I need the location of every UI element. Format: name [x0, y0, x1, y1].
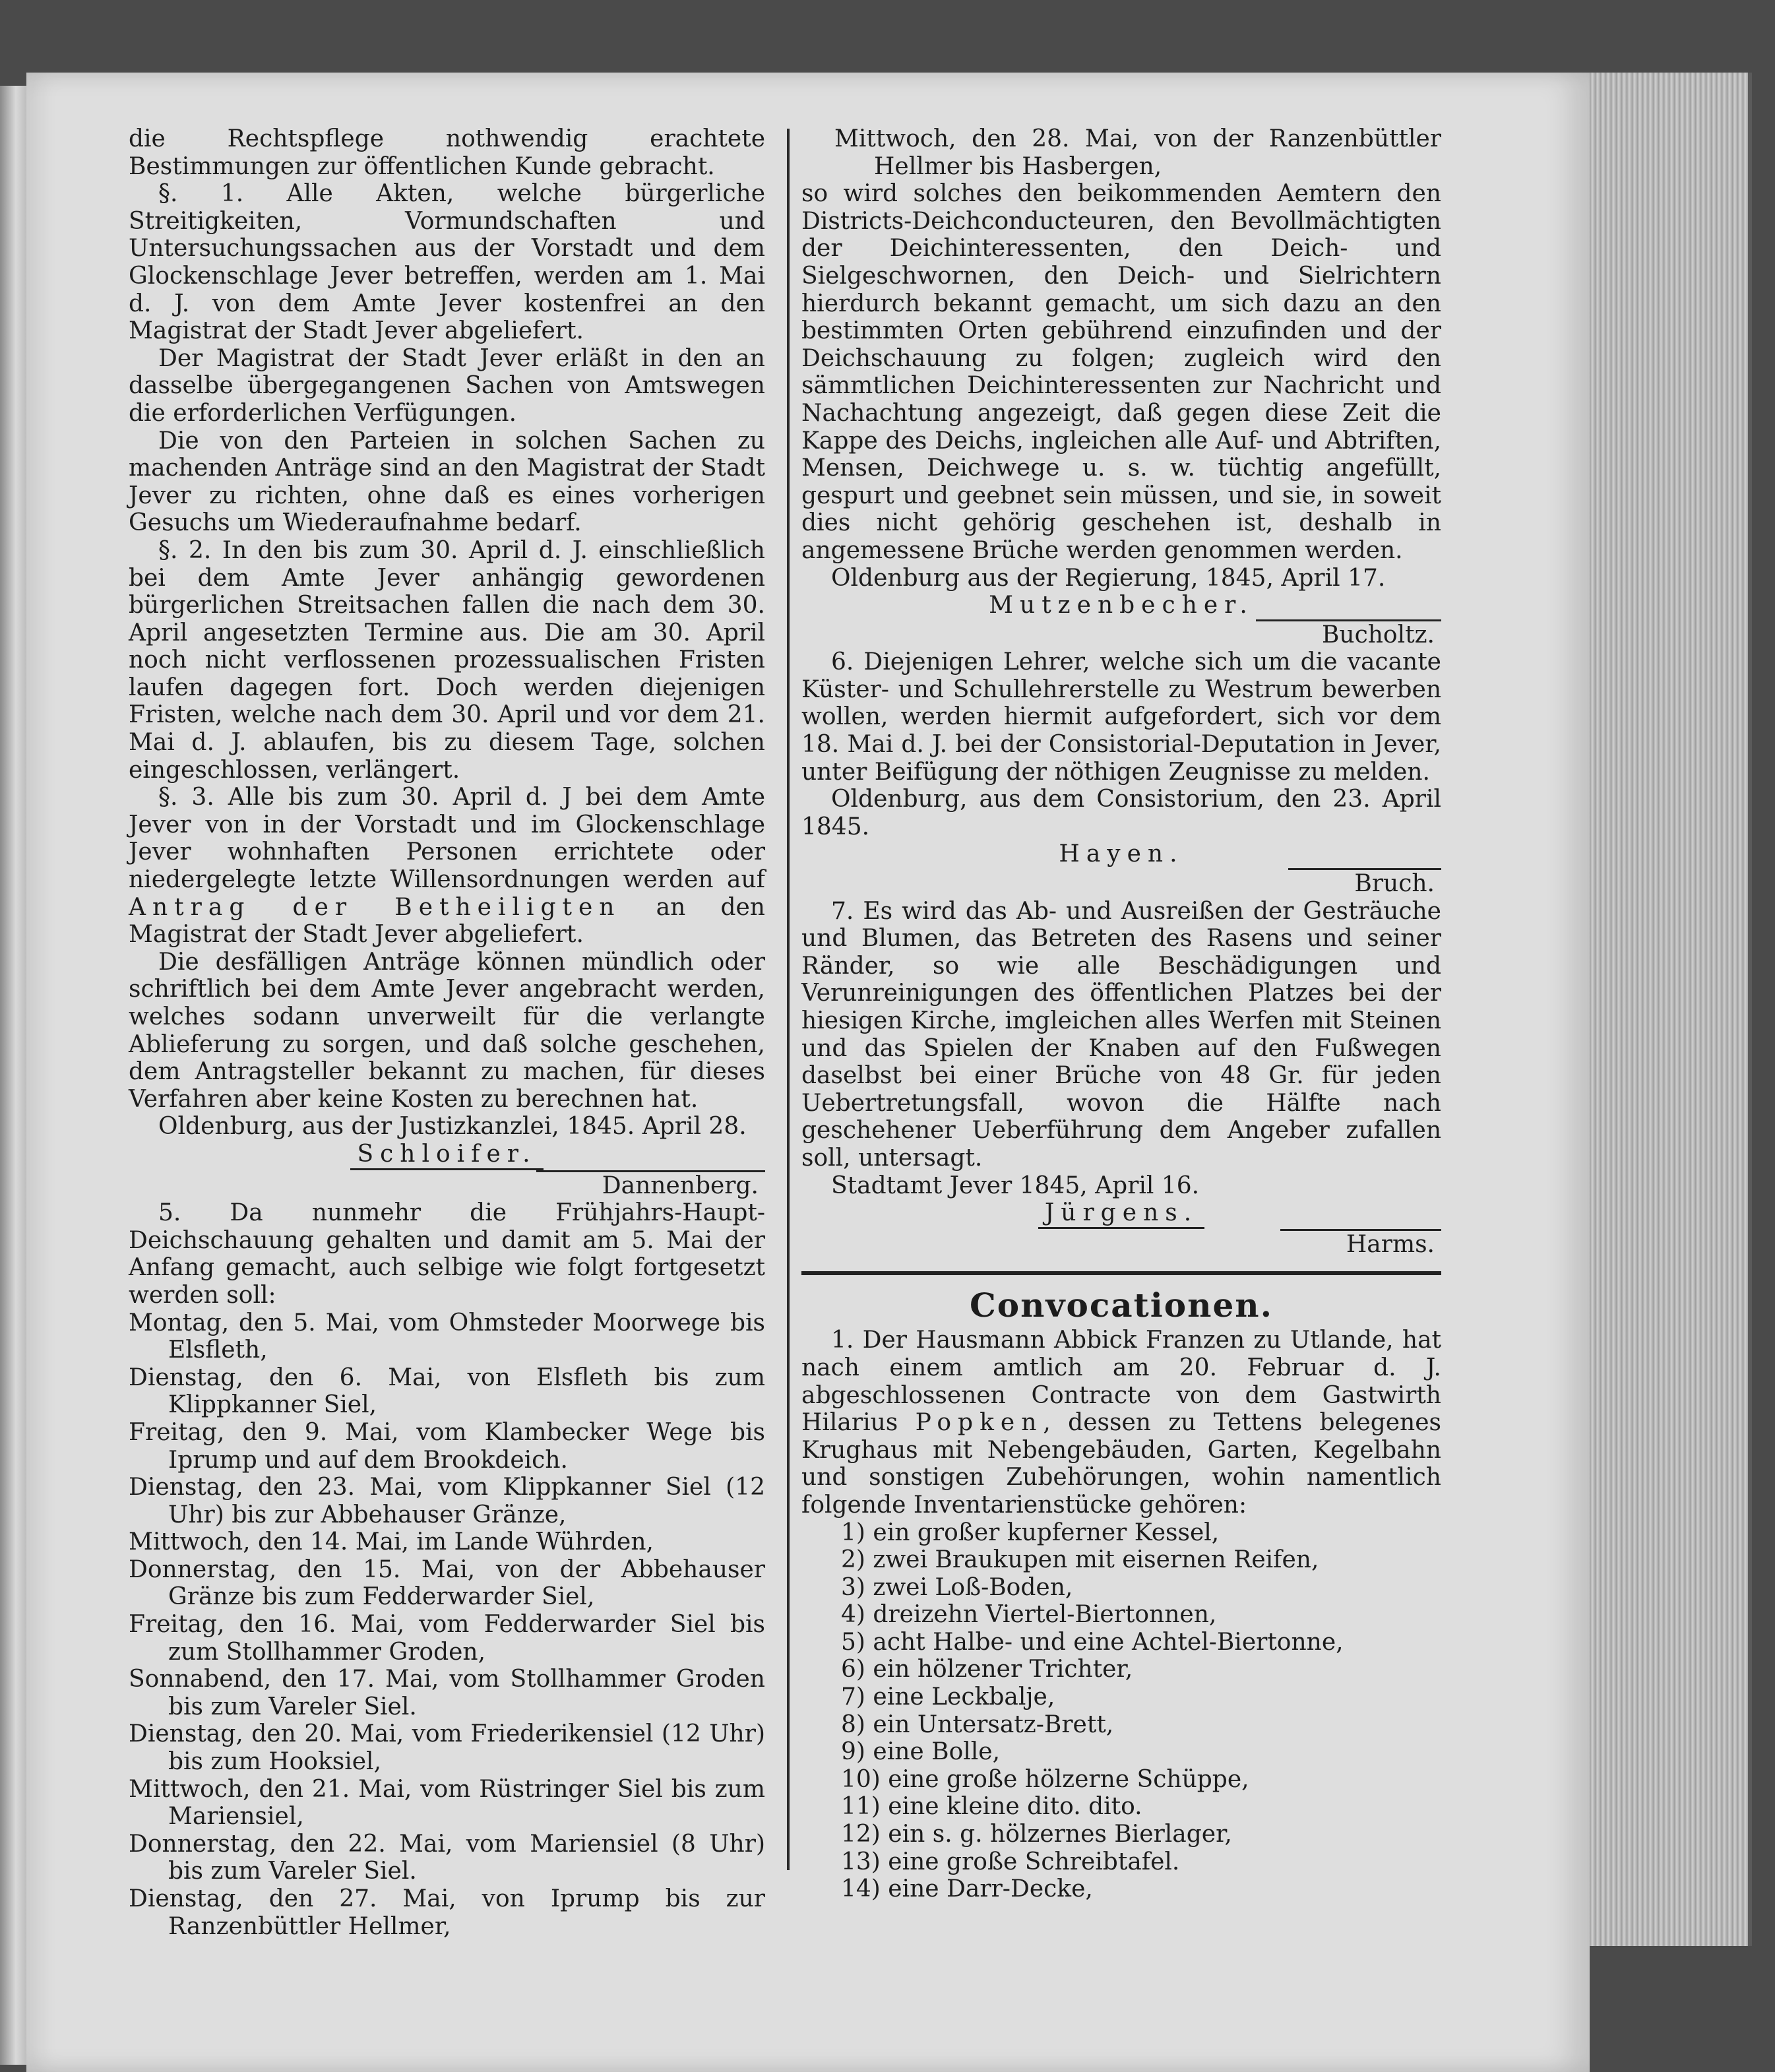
right-paragraph-4-text-a: 1. Der Hausmann Abbick Franzen zu Utlande, hat nach einem amtlich am 20. Februar d. J. abgeschlossenen Contracte von dem Gastwirth Hilarius — [801, 1327, 1441, 1437]
schedule-entry: Freitag, den 9. Mai, vom Klambecker Wege bis Iprump und auf dem Brookdeich. — [129, 1418, 765, 1474]
schedule-entry: Donnerstag, den 22. Mai, vom Mariensiel (8 Uhr) bis zum Vareler Siel. — [129, 1830, 765, 1885]
inventory-item: 8) ein Untersatz-Brett, — [841, 1711, 1114, 1738]
schedule-entry: Dienstag, den 23. Mai, vom Klippkanner Siel (12 Uhr) bis zur Abbehauser Gränze, — [129, 1474, 765, 1528]
right-signature-4 — [801, 868, 1441, 898]
signature-bruch: Bruch. — [1288, 868, 1441, 898]
inventory-item: 11) eine kleine dito. dito. — [841, 1793, 1142, 1821]
left-paragraph-3: Der Magistrat der Stadt Jever erläßt in den an dasselbe übergegangenen Sachen von Amtswegen die erforderlichen Verfügungen. — [129, 344, 765, 427]
inventory-item: 10) eine große hölzerne Schüppe, — [841, 1765, 1249, 1793]
inventory-item: 1) ein großer kupferner Kessel, — [841, 1519, 1220, 1546]
right-paragraph-4-text-c: , dessen zu Tettens belegenes Krughaus mit Nebengebäuden, Garten, Kegelbahn und sonstigen Zubehörungen, wohin namentlich folgende Inventarienstücke gehören: — [801, 1409, 1442, 1519]
left-paragraph-7: Die desfälligen Anträge können mündlich oder schriftlich bei dem Amte Jever angebracht werden, welches sodann unverweilt für die verlangte Ablieferung zu sorgen, und daß solche geschehen, dem Antragsteller bekannt zu machen, für dieses Verfahren aber keine Kosten zu berechnen hat. — [129, 948, 765, 1113]
section-rule — [801, 1271, 1441, 1275]
inventory-item: 5) acht Halbe- und eine Achtel-Biertonne, — [841, 1628, 1344, 1656]
left-paragraph-6-text-a: §. 3. Alle bis zum 30. April d. J bei dem Amte Jever von in der Vorstadt und im Glockenschlage Jever wohnhaften Personen errichtete oder niedergelegte letzte Willensordnungen werden auf — [129, 784, 765, 894]
left-paragraph-8: 5. Da nunmehr die Frühjahrs-Haupt-Deichschauung gehalten und damit am 5. Mai der Anfang gemacht, auch selbige wie folgt fortgesetzt werden soll: — [129, 1199, 765, 1309]
right-paragraph-1: so wird solches den beikommenden Aemtern den Districts-Deichconducteuren, den Bevollmächtigten der Deichinteressenten, den Deich- und Sielgeschwornen, den Deich- und Sielrichtern hierdurch bekannt gemacht, um sich dazu an den bestimmten Orten gebührend einzufinden und der Deichschauung zu folgen; zugleich wird den sämmtlichen Deichinteressenten zur Nachricht und Nachachtung angezeigt, daß gegen diese Zeit die Kappe des Deichs, ingleichen alle Auf- und Abtriften, Mensen, Deichwege u. s. w. tüchtig angefüllt, gespurt und geebnet sein müssen, und sie, in soweit dies nicht gehörig geschehen ist, deshalb in angemessene Brüche werden genommen werden. — [801, 180, 1441, 564]
left-paragraph-1: die Rechtspflege nothwendig erachtete Bestimmungen zur öffentlichen Kunde gebracht. — [129, 125, 765, 180]
inventory-item: 3) zwei Loß-Boden, — [841, 1573, 1073, 1601]
inventory-item: 4) dreizehn Viertel-Biertonnen, — [841, 1601, 1217, 1629]
right-column — [801, 125, 1441, 1903]
right-signature-1 — [801, 592, 1441, 619]
schedule-entry: Sonnabend, den 17. Mai, vom Stollhammer Groden bis zum Vareler Siel. — [129, 1666, 765, 1720]
signature-juergens: Jürgens. — [1038, 1199, 1204, 1229]
inventory-list — [801, 1519, 1441, 1903]
schedule-entry: Dienstag, den 6. Mai, von Elsfleth bis zum Klippkanner Siel, — [129, 1364, 765, 1419]
left-paragraph-6-text-c: an den Magistrat der Stadt Jever abgeliefert. — [129, 893, 765, 949]
right-dateline-3: Stadtamt Jever 1845, April 16. — [831, 1172, 1200, 1199]
schedule-entry: Dienstag, den 20. Mai, vom Friederikensiel (12 Uhr) bis zum Hooksiel, — [129, 1720, 765, 1776]
schedule-entry: Mittwoch, den 14. Mai, im Lande Wührden, — [129, 1528, 654, 1556]
inventory-item: 12) ein s. g. hölzernes Bierlager, — [841, 1821, 1232, 1848]
right-paragraph-4 — [801, 1327, 1441, 1519]
left-paragraph-6-spaced: Antrag der Betheiligten — [129, 893, 621, 921]
book-page-edges — [1590, 73, 1752, 1946]
convocationen-heading: Convocationen. — [969, 1286, 1274, 1325]
right-dateline-1: Oldenburg aus der Regierung, 1845, April 17. — [831, 564, 1386, 592]
left-paragraph-6 — [129, 784, 765, 949]
inventory-item: 14) eine Darr-Decke, — [841, 1875, 1093, 1903]
inventory-item: 7) eine Leckbalje, — [841, 1683, 1055, 1711]
signature-dannenberg: Dannenberg. — [536, 1170, 765, 1200]
left-signature-2 — [129, 1170, 765, 1200]
right-schedule-continuation: Mittwoch, den 28. Mai, von der Ranzenbüttler Hellmer bis Hasbergen, — [834, 125, 1441, 180]
left-paragraph-4: Die von den Parteien in solchen Sachen zu machenden Anträge sind an den Magistrat der Stadt Jever zu richten, ohne daß es eines vorherigen Gesuchs um Wiederaufnahme bedarf. — [129, 427, 765, 537]
left-paragraph-5: §. 2. In den bis zum 30. April d. J. einschließlich bei dem Amte Jever anhängig gewordenen bürgerlichen Streitsachen fallen die nach dem 30. April angesetzten Termine aus. Die am 30. April noch nicht verflossenen prozessualischen Fristen laufen dagegen fort. Doch werden diejenigen Fristen, welche nach dem 30. April und vor dem 21. Mai d. J. ablaufen, bis zu diesem Tage, solchen eingeschlossen, verlängert. — [129, 536, 765, 784]
inventory-item: 13) eine große Schreibtafel. — [841, 1848, 1180, 1875]
right-signature-6 — [801, 1229, 1441, 1259]
left-column — [129, 125, 765, 1940]
right-signature-3 — [801, 840, 1441, 868]
signature-bucholtz: Bucholtz. — [1256, 619, 1441, 649]
left-paragraph-2: §. 1. Alle Akten, welche bürgerliche Streitigkeiten, Vormundschaften und Untersuchungssachen aus der Vorstadt und dem Glockenschlage Jever betreffen, werden am 1. Mai d. J. von dem Amte Jever kostenfrei an den Magistrat der Stadt Jever abgeliefert. — [129, 180, 765, 345]
column-divider — [787, 129, 790, 1870]
schedule-entry: Freitag, den 16. Mai, vom Fedderwarder Siel bis zum Stollhammer Groden, — [129, 1611, 765, 1666]
right-signature-5 — [801, 1199, 1441, 1229]
inventory-item: 2) zwei Braukupen mit eisernen Reifen, — [841, 1546, 1319, 1574]
right-dateline-2: Oldenburg, aus dem Consistorium, den 23. April 1845. — [801, 786, 1441, 840]
signature-schloifer: Schloifer. — [350, 1141, 543, 1170]
signature-mutzenbecher: Mutzenbecher. — [989, 592, 1254, 619]
inventory-item: 6) ein hölzener Trichter, — [841, 1656, 1133, 1683]
schedule-entry: Donnerstag, den 15. Mai, von der Abbehauser Gränze bis zum Fedderwarder Siel, — [129, 1555, 765, 1611]
left-signature-1 — [129, 1141, 765, 1170]
right-paragraph-4-spaced: Popken — [915, 1409, 1043, 1437]
schedule-entry: Dienstag, den 27. Mai, von Iprump bis zur Ranzenbüttler Hellmer, — [129, 1885, 765, 1940]
schedule-entry: Mittwoch, den 21. Mai, vom Rüstringer Siel bis zum Mariensiel, — [129, 1775, 765, 1831]
deichschau-schedule — [129, 1309, 765, 1941]
left-dateline-1: Oldenburg, aus der Justizkanzlei, 1845. April 28. — [158, 1113, 747, 1141]
signature-hayen: Hayen. — [1059, 840, 1184, 868]
previous-page-edge — [0, 86, 26, 2065]
right-signature-2 — [801, 619, 1441, 649]
signature-harms: Harms. — [1280, 1229, 1441, 1259]
inventory-item: 9) eine Bolle, — [841, 1738, 1001, 1766]
right-paragraph-2: 6. Diejenigen Lehrer, welche sich um die vacante Küster- und Schullehrerstelle zu Westrum bewerben wollen, werden hiermit aufgefordert, sich vor dem 18. Mai d. J. bei der Consistorial-Deputation in Jever, unter Beifügung der nöthigen Zeugnisse zu melden. — [801, 648, 1441, 786]
right-paragraph-3: 7. Es wird das Ab- und Ausreißen der Gesträuche und Blumen, das Betreten des Rasens und seiner Ränder, so wie alle Beschädigungen und Verunreinigungen des öffentlichen Platzes bei der hiesigen Kirche, imgleichen alles Werfen mit Steinen und das Spielen der Knaben auf den Fußwegen daselbst bei einer Brüche von 48 Gr. für jeden Uebertretungsfall, wovon die Hälfte nach geschehener Ueberführung dem Angeber zufallen soll, untersagt. — [801, 897, 1441, 1172]
schedule-entry: Montag, den 5. Mai, vom Ohmsteder Moorwege bis Elsfleth, — [129, 1309, 765, 1364]
